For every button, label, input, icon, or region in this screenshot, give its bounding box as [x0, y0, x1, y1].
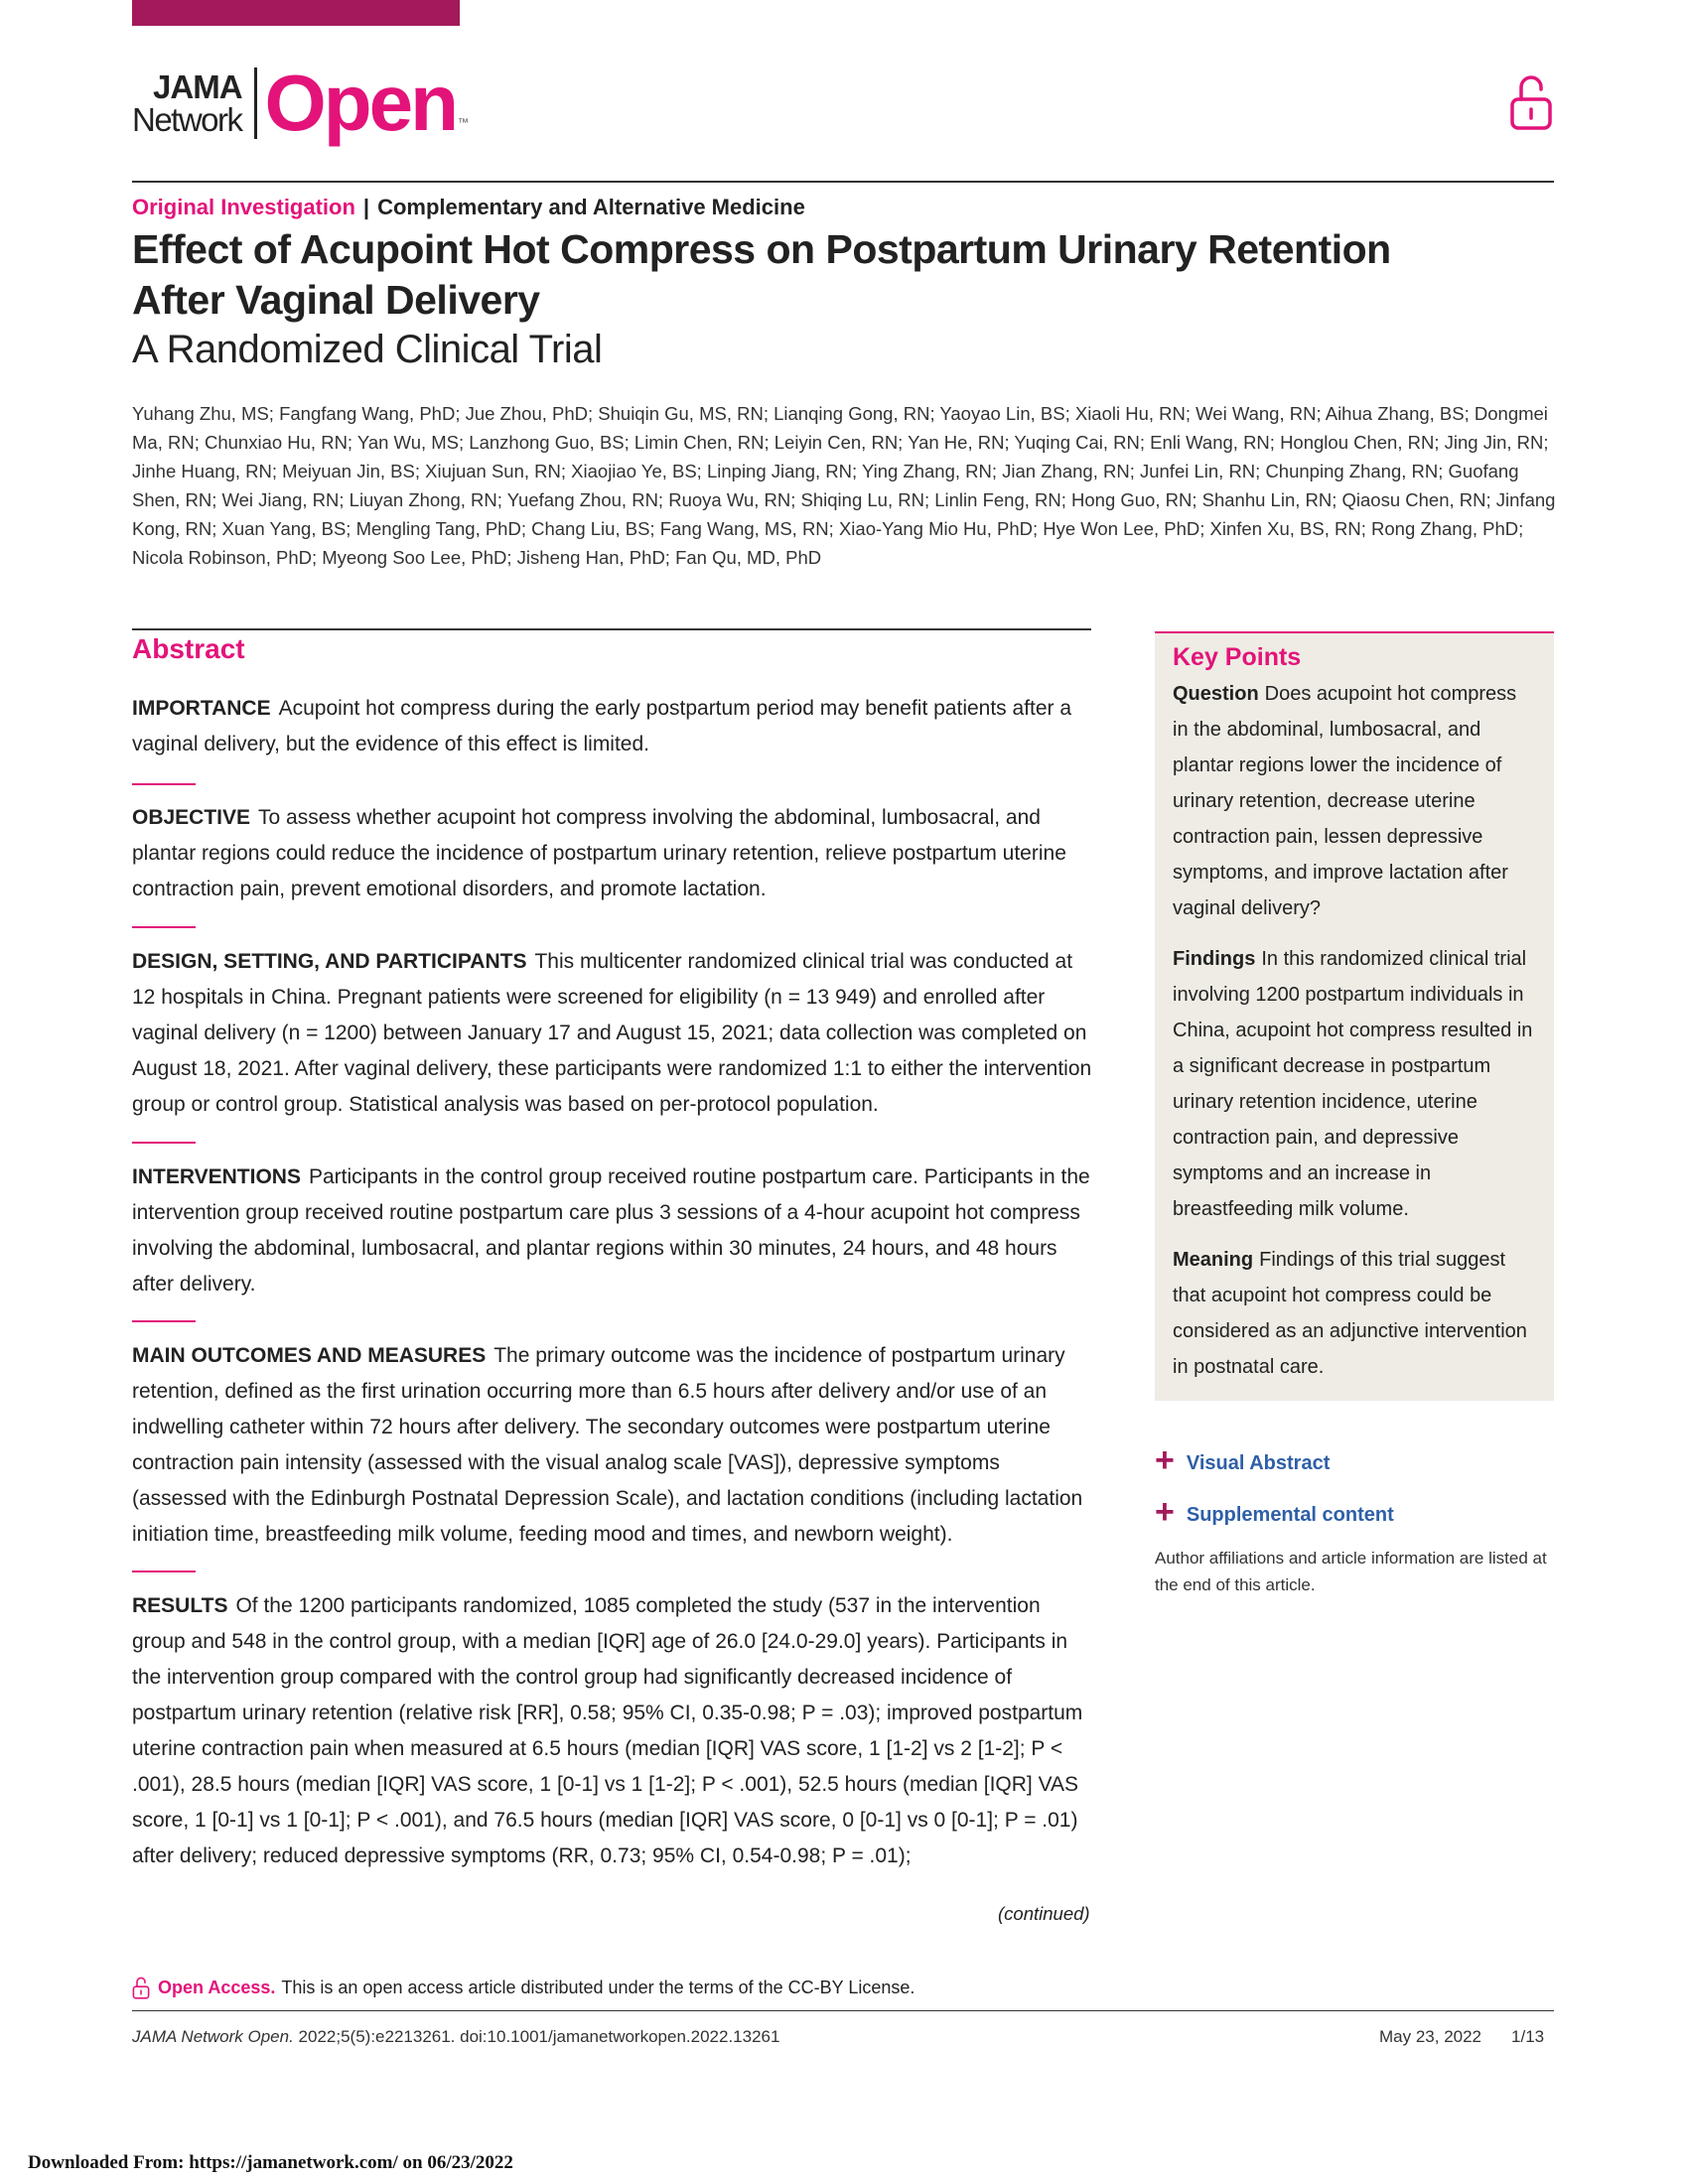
logo-network: Network [132, 101, 242, 138]
visual-abstract-link[interactable] [1155, 1441, 1331, 1479]
footer-meta [1379, 2027, 1544, 2047]
section-label: MAIN OUTCOMES AND MEASURES [132, 1344, 487, 1367]
kp-label: Question [1173, 683, 1259, 705]
section-text: Participants in the control group received routine postpartum care. Participants in the intervention group received routine postpartum care plus 3 sessions of a 4-hour acupoint hot compress involving the abdominal, lumbosacral, and plantar regions within 30 minutes, 24 hours, and 48 hours after delivery. [132, 1165, 1090, 1296]
unlock-icon [1509, 71, 1553, 131]
section-label: INTERVENTIONS [132, 1165, 301, 1188]
logo-trademark: ™ [457, 117, 469, 129]
kp-label: Findings [1173, 948, 1256, 970]
header-rule [132, 181, 1554, 183]
logo-divider [254, 68, 257, 139]
supplemental-content-link[interactable] [1155, 1493, 1394, 1531]
unlock-icon [132, 1976, 150, 1999]
visual-abstract-label[interactable]: Visual Abstract [1186, 1451, 1331, 1474]
abstract-interventions [132, 1160, 1097, 1302]
article-subtitle: A Randomized Clinical Trial [132, 328, 603, 371]
footer-doi: 2022;5(5):e2213261. doi:10.1001/jamanetworkopen.2022.13261 [298, 2027, 780, 2046]
abstract-outcomes [132, 1338, 1097, 1553]
kp-text: In this randomized clinical trial involving 1200 postpartum individuals in China, acupoint hot compress resulted in a significant decrease in postpartum urinary retention incidence, uterine contraction pain, and depressive symptoms and an increase in breastfeeding milk volume. [1173, 948, 1533, 1220]
article-section: Complementary and Alternative Medicine [377, 195, 805, 219]
footer-rule [132, 2010, 1554, 2011]
section-text: This multicenter randomized clinical trial was conducted at 12 hospitals in China. Pregnant patients were screened for eligibility (n = 13 949) and enrolled after vaginal delivery (n = 1200) between January 17 and August 15, 2021; data collection was completed on August 18, 2021. After vaginal delivery, these participants were randomized 1:1 to either the intervention group or control group. Statistical analysis was based on per-protocol population. [132, 950, 1092, 1116]
abstract-design [132, 944, 1097, 1123]
abstract-results [132, 1588, 1097, 1874]
section-text: To assess whether acupoint hot compress involving the abdominal, lumbosacral, and plantar regions could reduce the incidence of postpartum urinary retention, relieve postpartum uterine contraction pain, prevent emotional disorders, and promote lactation. [132, 806, 1066, 900]
open-access-statement [132, 1976, 914, 1999]
abstract-rule [132, 628, 1091, 630]
section-text: Acupoint hot compress during the early postpartum period may benefit patients after a vaginal delivery, but the evidence of this effect is limited. [132, 697, 1072, 755]
section-divider [132, 783, 196, 785]
key-points-box [1155, 631, 1554, 1401]
section-text: Of the 1200 participants randomized, 1085 completed the study (537 in the intervention group and 548 in the control group, with a median [IQR] age of 26.0 [24.0-29.0] years). Participants in the intervention group compared with the control group had significantly decreased incidence of postpartum urinary retention (relative risk [RR], 0.58; 95% CI, 0.35-0.98; P = .03); improved postpartum uterine contraction pain when measured at 6.5 hours (median [IQR] VAS score, 1 [1-2] vs 2 [1-2]; P < .001), 28.5 hours (median [IQR] VAS score, 1 [0-1] vs 1 [1-2]; P < .001), 52.5 hours (median [IQR] VAS score, 1 [0-1] vs 1 [0-1]; P < .001), and 76.5 hours (median [IQR] VAS score, 0 [0-1] vs 0 [0-1]; P = .01) after delivery; reduced depressive symptoms (RR, 0.73; 95% CI, 0.54-0.98; P = .01); [132, 1594, 1083, 1867]
footer-journal: JAMA Network Open. [132, 2027, 294, 2046]
section-label: DESIGN, SETTING, AND PARTICIPANTS [132, 950, 527, 973]
abstract-objective [132, 800, 1097, 907]
abstract-importance [132, 691, 1097, 762]
footer-citation [132, 2027, 779, 2047]
key-points-question [1173, 676, 1536, 926]
category-separator: | [362, 195, 370, 219]
key-points-findings [1173, 941, 1536, 1227]
plus-icon: + [1155, 1441, 1175, 1479]
section-divider [132, 1142, 196, 1144]
download-note: Downloaded From: https://jamanetwork.com/ on 06/23/2022 [28, 2152, 513, 2173]
open-access-label[interactable]: Open Access. [158, 1977, 276, 1997]
section-label: OBJECTIVE [132, 806, 251, 829]
plus-icon: + [1155, 1493, 1175, 1531]
affiliations-note: Author affiliations and article information are listed at the end of this article. [1155, 1549, 1547, 1594]
logo-open: Open [264, 59, 456, 147]
kp-label: Meaning [1173, 1249, 1254, 1271]
logo-jama: JAMA [153, 68, 242, 105]
section-label: IMPORTANCE [132, 697, 271, 720]
section-divider [132, 1320, 196, 1322]
key-points-meaning [1173, 1242, 1536, 1385]
abstract-heading: Abstract [132, 633, 245, 664]
logo-wordmark [132, 70, 242, 136]
page-number: 1/13 [1511, 2027, 1545, 2046]
article-title: Effect of Acupoint Hot Compress on Postpartum Urinary Retention After Vaginal Delivery [132, 226, 1391, 323]
open-access-text: This is an open access article distributed under the terms of the CC-BY License. [281, 1977, 915, 1997]
continued-note: (continued) [998, 1903, 1090, 1924]
footer-date: May 23, 2022 [1379, 2027, 1482, 2046]
section-divider [132, 1570, 196, 1572]
article-category [132, 195, 805, 220]
section-divider [132, 926, 196, 928]
author-list: Yuhang Zhu, MS; Fangfang Wang, PhD; Jue Zhou, PhD; Shuiqin Gu, MS, RN; Lianqing Gong, RN; Yaoyao Lin, BS; Xiaoli Hu, RN; Wei Wang, RN; Aihua Zhang, BS; Dongmei Ma, RN; Chunxiao Hu, RN; Yan Wu, MS; Lanzhong Guo, BS; Limin Chen, RN; Leiyin Cen, RN; Yan He, RN; Yuqing Cai, RN; Enli Wang, RN; Honglou Chen, RN; Jing Jin, RN; Jinhe Huang, RN; Meiyuan Jin, BS; Xiujuan Sun, RN; Xiaojiao Ye, BS; Linping Jiang, RN; Ying Zhang, RN; Jian Zhang, RN; Junfei Lin, RN; Chunping Zhang, RN; Guofang Shen, RN; Wei Jiang, RN; Liuyan Zhong, RN; Yuefang Zhou, RN; Ruoya Wu, RN; Shiqing Lu, RN; Linlin Feng, RN; Hong Guo, RN; Shanhu Lin, RN; Qiaosu Chen, RN; Jinfang Kong, RN; Xuan Yang, BS; Mengling Tang, PhD; Chang Liu, BS; Fang Wang, MS, RN; Xiao-Yang Mio Hu, PhD; Hye Won Lee, PhD; Xinfen Xu, BS, RN; Rong Zhang, PhD; Nicola Robinson, PhD; Myeong Soo Lee, PhD; Jisheng Han, PhD; Fan Qu, MD, PhD [132, 403, 1556, 568]
supplemental-content-label[interactable]: Supplemental content [1186, 1503, 1394, 1526]
section-text: The primary outcome was the incidence of postpartum urinary retention, defined as the first urination occurring more than 6.5 hours after delivery and/or use of an indwelling catheter within 72 hours after delivery. The secondary outcomes were postpartum uterine contraction pain intensity (assessed with the visual analog scale [VAS]), depressive symptoms (assessed with the Edinburgh Postnatal Depression Scale), and lactation conditions (including lactation initiation time, breastfeeding milk volume, feeding mood and times, and newborn weight). [132, 1344, 1083, 1546]
kp-text: Does acupoint hot compress in the abdominal, lumbosacral, and plantar regions lower the incidence of urinary retention, decrease uterine contraction pain, lessen depressive symptoms, and improve lactation after vaginal delivery? [1173, 683, 1517, 919]
journal-logo [132, 59, 469, 147]
section-label: RESULTS [132, 1594, 228, 1617]
key-points-heading: Key Points [1173, 643, 1302, 671]
article-type[interactable]: Original Investigation [132, 195, 355, 219]
kp-text: Findings of this trial suggest that acupoint hot compress could be considered as an adjunctive intervention in postnatal care. [1173, 1249, 1527, 1378]
top-accent-bar [132, 0, 460, 26]
